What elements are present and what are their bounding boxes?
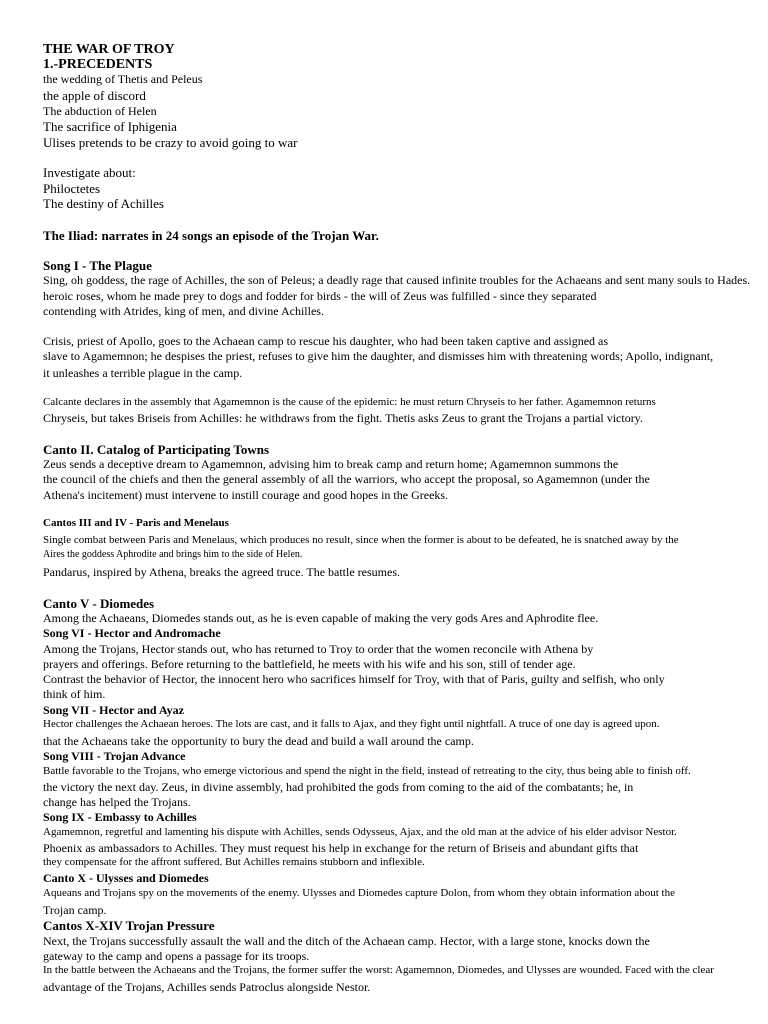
section-line: Trojan camp. — [43, 903, 107, 917]
section-line: In the battle between the Achaeans and the Trojans, the former suffer the worst: Agamemnon, Diomedes, and Ulysses are wounded. Faced with the clear — [43, 964, 714, 976]
section-line: Phoenix as ambassadors to Achilles. They must request his help in exchange for the return of Briseis and abundant gifts that — [43, 841, 639, 855]
section-line: Zeus sends a deceptive dream to Agamemnon, advising him to break camp and return home; Agamemnon summons the — [43, 457, 619, 471]
section-heading: Song VII - Hector and Ayaz — [43, 703, 185, 717]
section-line: Next, the Trojans successfully assault the wall and the ditch of the Achaean camp. Hector, with a large stone, knocks down the — [43, 934, 650, 948]
section-line: Chryseis, but takes Briseis from Achilles: he withdraws from the fight. Thetis asks Zeus to grant the Trojans a partial victory. — [43, 411, 643, 425]
section-line: it unleashes a terrible plague in the camp. — [43, 366, 243, 380]
section-line: Pandarus, inspired by Athena, breaks the agreed truce. The battle resumes. — [43, 565, 400, 579]
section-line: advantage of the Trojans, Achilles sends Patroclus alongside Nestor. — [43, 980, 371, 994]
section-line: slave to Agamemnon; he despises the priest, refuses to give him the daughter, and dismisses him with threatening words; Apollo, indignant, — [43, 349, 714, 363]
iliad-intro: The Iliad: narrates in 24 songs an episode of the Trojan War. — [43, 228, 379, 243]
investigate-label: Investigate about: — [43, 165, 136, 180]
section-heading: Song VIII - Trojan Advance — [43, 749, 186, 763]
section-line: Calcante declares in the assembly that Agamemnon is the cause of the epidemic: he must return Chryseis to her father. Agamemnon returns — [43, 396, 656, 408]
section-line: Agamemnon, regretful and lamenting his dispute with Achilles, sends Odysseus, Ajax, and the old man at the advice of his elder advisor Nestor. — [43, 826, 677, 838]
section-heading: Song IX - Embassy to Achilles — [43, 810, 197, 824]
section-heading: Canto II. Catalog of Participating Towns — [43, 442, 270, 457]
section-line: think of him. — [43, 687, 106, 701]
precedents-heading: 1.-PRECEDENTS — [43, 57, 153, 72]
section-line: Single combat between Paris and Menelaus, which produces no result, since when the former is about to be defeated, he is snatched away by the — [43, 534, 679, 546]
precedents-item: Ulises pretends to be crazy to avoid going to war — [43, 135, 298, 150]
document-title: THE WAR OF TROY — [43, 42, 175, 57]
section-line: Sing, oh goddess, the rage of Achilles, the son of Peleus; a deadly rage that caused infinite troubles for the Achaeans and sent many souls to Hades. — [43, 273, 751, 287]
section-heading: Canto V - Diomedes — [43, 596, 155, 611]
section-line: heroic roses, whom he made prey to dogs and fodder for birds - the will of Zeus was fulfilled - since they separated — [43, 289, 597, 303]
section-heading: Cantos III and IV - Paris and Menelaus — [43, 517, 229, 529]
section-line: Crisis, priest of Apollo, goes to the Achaean camp to rescue his daughter, who had been taken captive and assigned as — [43, 334, 609, 348]
section-line: prayers and offerings. Before returning to the battlefield, he meets with his wife and his son, still of tender age. — [43, 657, 576, 671]
section-line: Aqueans and Trojans spy on the movements of the enemy. Ulysses and Diomedes capture Dolon, from whom they obtain information about the — [43, 887, 675, 899]
section-heading: Cantos X-XIV Trojan Pressure — [43, 918, 215, 933]
section-line: contending with Atrides, king of men, and divine Achilles. — [43, 304, 324, 318]
section-line: Among the Trojans, Hector stands out, who has returned to Troy to order that the women reconcile with Athena by — [43, 642, 594, 656]
section-line: gateway to the camp and opens a passage for its troops. — [43, 949, 310, 963]
section-line: change has helped the Trojans. — [43, 795, 191, 809]
section-line: the victory the next day. Zeus, in divine assembly, had prohibited the gods from coming to the aid of the combatants; he, in — [43, 780, 634, 794]
investigate-item: The destiny of Achilles — [43, 196, 164, 211]
investigate-item: Philoctetes — [43, 181, 101, 196]
section-line: that the Achaeans take the opportunity to bury the dead and build a wall around the camp. — [43, 734, 474, 748]
precedents-item: The abduction of Helen — [43, 104, 157, 118]
section-line: Aires the goddess Aphrodite and brings him to the side of Helen. — [43, 549, 303, 560]
section-line: Hector challenges the Achaean heroes. The lots are cast, and it falls to Ajax, and they fight until nightfall. A truce of one day is agreed upon. — [43, 718, 660, 730]
precedents-item: the apple of discord — [43, 88, 146, 103]
section-heading: Song I - The Plague — [43, 258, 152, 273]
precedents-item: The sacrifice of Iphigenia — [43, 119, 177, 134]
section-heading: Canto X - Ulysses and Diomedes — [43, 871, 209, 885]
section-line: they compensate for the affront suffered. But Achilles remains stubborn and inflexible. — [43, 856, 425, 868]
section-line: Among the Achaeans, Diomedes stands out, as he is even capable of making the very gods Ares and Aphrodite flee. — [43, 611, 599, 625]
section-line: Contrast the behavior of Hector, the innocent hero who sacrifices himself for Troy, with that of Paris, guilty and selfish, who only — [43, 672, 665, 686]
precedents-item: the wedding of Thetis and Peleus — [43, 72, 203, 86]
section-heading: Song VI - Hector and Andromache — [43, 626, 221, 640]
section-line: Athena's incitement) must intervene to instill courage and good hopes in the Greeks. — [43, 488, 449, 502]
section-line: the council of the chiefs and then the general assembly of all the warriors, who accept the proposal, so Agamemnon (under the — [43, 472, 650, 486]
section-line: Battle favorable to the Trojans, who emerge victorious and spend the night in the field, instead of retreating to the city, thus being able to finish off. — [43, 765, 691, 777]
